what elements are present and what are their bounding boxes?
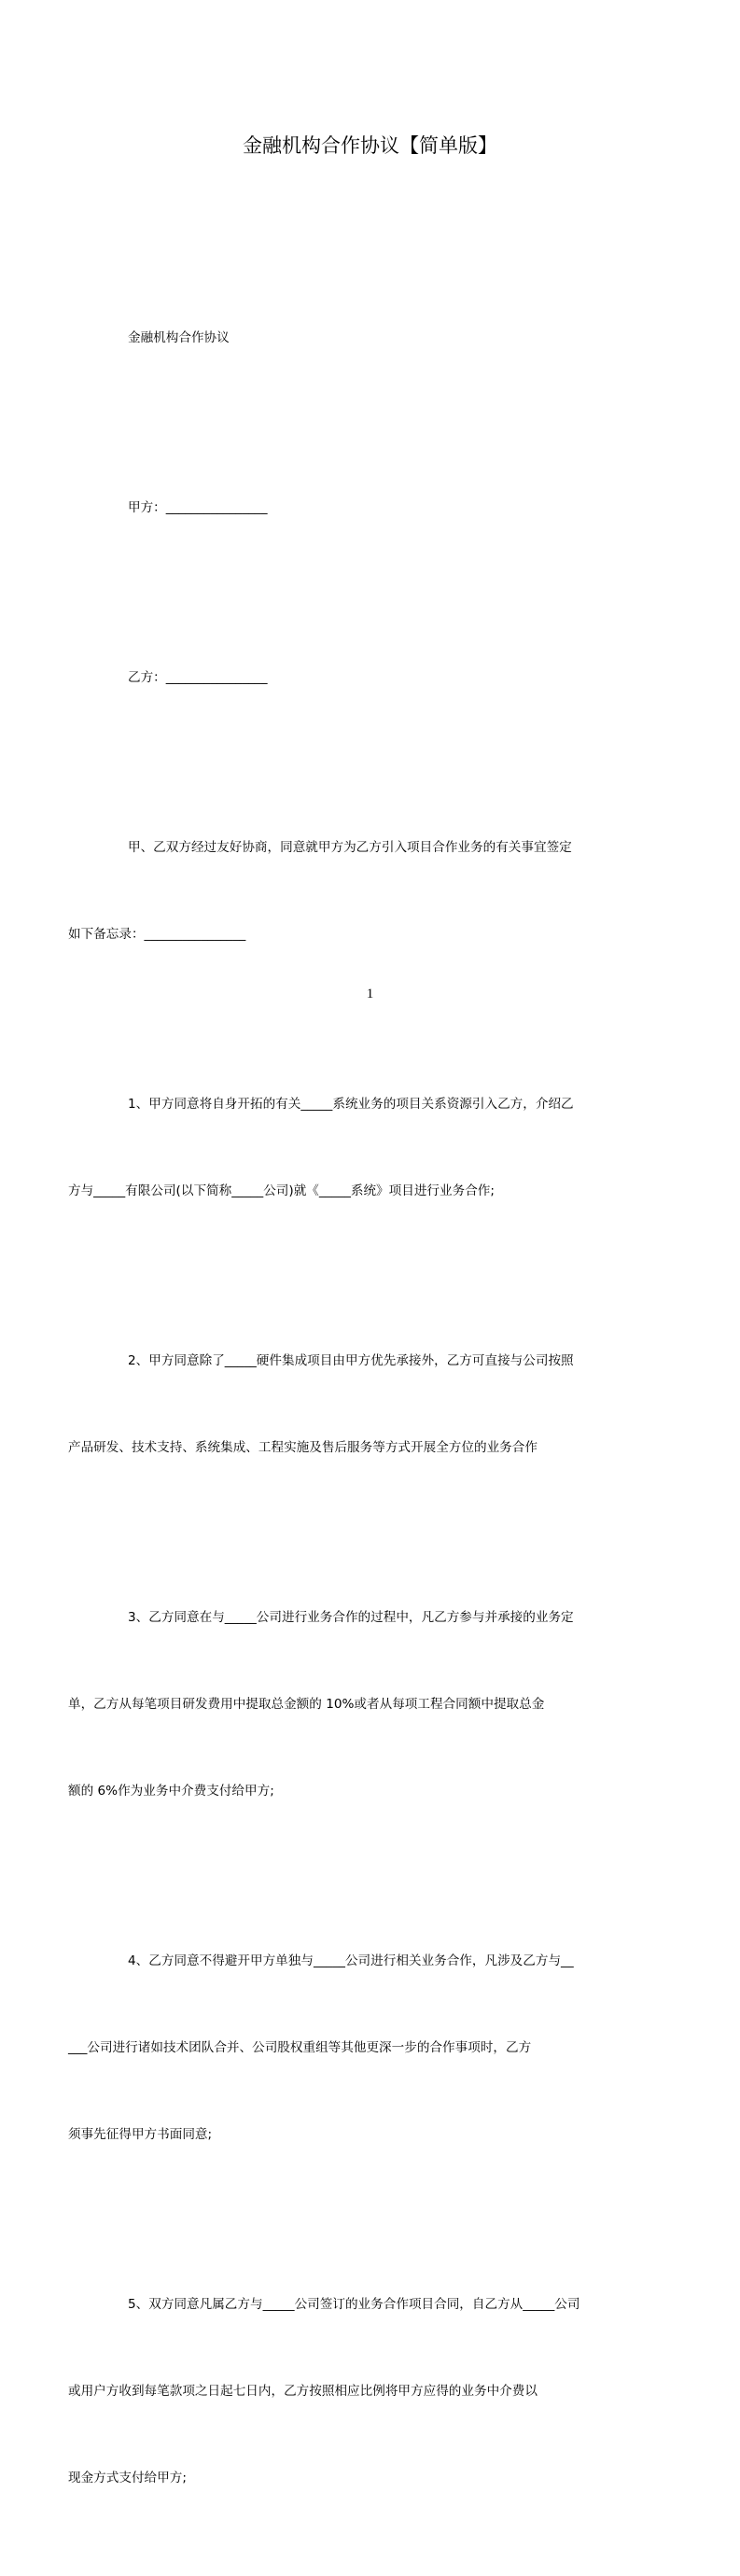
text-line: 金融机构合作协议 — [128, 330, 230, 345]
paragraph-clause-3 — [68, 1546, 667, 1864]
text-line: 或用户方收到每笔款项之日起七日内，乙方按照相应比例将甲方应得的业务中介费以 — [68, 2384, 538, 2399]
text-line: 5、双方同意凡属乙方与_____公司签订的业务合作项目合同，自乙方从_____公司 — [128, 2297, 580, 2312]
text-line: 甲方：________________ — [128, 500, 268, 515]
text-line: 3、乙方同意在与_____公司进行业务合作的过程中，凡乙方参与并承接的业务定 — [128, 1610, 574, 1625]
paragraph-clause-4 — [68, 1889, 667, 2207]
paragraph-clause-2 — [68, 1289, 667, 1520]
text-line: 甲、乙双方经过友好协商，同意就甲方为乙方引入项目合作业务的有关事宜签定 — [128, 840, 572, 855]
text-line: 乙方：________________ — [128, 670, 268, 685]
page-number: 1 — [366, 987, 374, 1001]
document-title: 金融机构合作协议【简单版】 — [243, 134, 497, 157]
text-line: 单，乙方从每笔项目研发费用中提取总金额的 10%或者从每项工程合同额中提取总金 — [68, 1697, 545, 1712]
document-body — [68, 266, 667, 2576]
paragraph-party-b — [98, 606, 667, 750]
text-line: 产品研发、技术支持、系统集成、工程实施及售后服务等方式开展全方位的业务合作 — [68, 1440, 538, 1455]
paragraph-preamble — [68, 776, 667, 1007]
text-line: 须事先征得甲方书面同意; — [68, 2127, 213, 2142]
paragraph-heading — [98, 266, 667, 411]
text-line: 4、乙方同意不得避开甲方单独与_____公司进行相关业务合作，凡涉及乙方与__ — [128, 1953, 574, 1968]
paragraph-clause-1 — [68, 1032, 667, 1264]
paragraph-clause-5 — [68, 2233, 667, 2551]
text-line: ___公司进行诸如技术团队合并、公司股权重组等其他更深一步的合作事项时，乙方 — [68, 2040, 532, 2055]
text-line: 方与_____有限公司(以下简称_____公司)就《_____系统》项目进行业务合作; — [68, 1183, 495, 1198]
text-line: 现金方式支付给甲方; — [68, 2471, 187, 2485]
text-line: 额的 6%作为业务中介费支付给甲方; — [68, 1784, 274, 1799]
text-line: 2、甲方同意除了_____硬件集成项目由甲方优先承接外，乙方可直接与公司按照 — [128, 1353, 574, 1368]
text-line: 如下备忘录：________________ — [68, 927, 246, 942]
text-line: 1、甲方同意将自身开拓的有关_____系统业务的项目关系资源引入乙方，介绍乙 — [128, 1097, 574, 1112]
paragraph-party-a — [98, 436, 667, 581]
